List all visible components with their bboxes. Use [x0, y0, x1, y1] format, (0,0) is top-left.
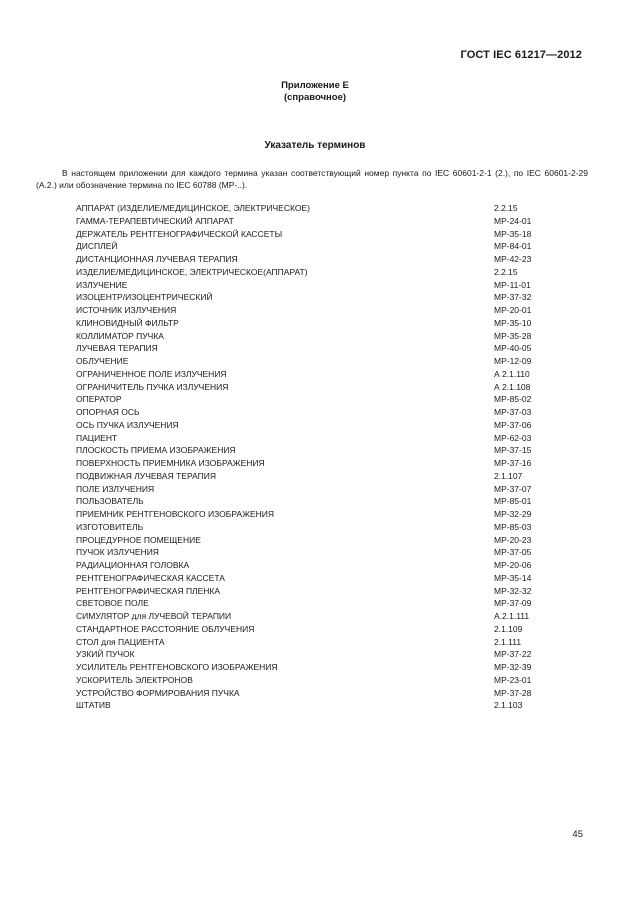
term-name: ДИСТАНЦИОННАЯ ЛУЧЕВАЯ ТЕРАПИЯ — [76, 254, 238, 264]
term-row — [76, 648, 556, 661]
term-reference: А.2.1.111 — [494, 611, 530, 621]
term-reference: МР-32-32 — [494, 585, 532, 596]
term-row — [76, 483, 556, 496]
term-name: ОГРАНИЧЕННОЕ ПОЛЕ ИЗЛУЧЕНИЯ — [76, 368, 227, 379]
term-reference: МР-32-39 — [494, 662, 532, 672]
term-row — [76, 279, 556, 292]
term-row — [76, 304, 556, 317]
term-name: ОБЛУЧЕНИЕ — [76, 356, 129, 366]
term-row — [76, 253, 556, 266]
appendix-title-block — [0, 80, 630, 104]
term-row — [76, 330, 556, 343]
term-name: ДЕРЖАТЕЛЬ РЕНТГЕНОГРАФИЧЕСКОЙ КАССЕТЫ — [76, 228, 283, 239]
term-reference: МР-85-02 — [494, 394, 532, 405]
term-name: ИЗГОТОВИТЕЛЬ — [76, 521, 144, 532]
term-row — [76, 470, 556, 483]
term-row — [76, 240, 556, 253]
term-row — [76, 381, 556, 394]
term-row — [76, 266, 556, 279]
term-reference: МР-35-28 — [494, 330, 532, 341]
term-row — [76, 521, 556, 534]
term-reference: МР-37-09 — [494, 598, 532, 609]
term-reference: 2.1.109 — [494, 623, 523, 634]
term-name: УСИЛИТЕЛЬ РЕНТГЕНОВСКОГО ИЗОБРАЖЕНИЯ — [76, 662, 278, 672]
term-row — [76, 699, 556, 712]
term-name: ПУЧОК ИЗЛУЧЕНИЯ — [76, 547, 159, 558]
term-reference: 2.2.15 — [494, 266, 518, 277]
term-name: ШТАТИВ — [76, 700, 111, 711]
term-row — [76, 457, 556, 470]
term-reference: МР-37-28 — [494, 687, 532, 698]
term-name: ОПОРНАЯ ОСЬ — [76, 407, 140, 417]
term-name: СИМУЛЯТОР для ЛУЧЕВОЙ ТЕРАПИИ — [76, 611, 232, 621]
term-row — [76, 228, 556, 241]
term-row — [76, 291, 556, 304]
term-reference: МР-35-14 — [494, 572, 532, 583]
term-name: ИЗДЕЛИЕ/МЕДИЦИНСКОЕ, ЭЛЕКТРИЧЕСКОЕ(АППАРАТ) — [76, 266, 308, 277]
term-name: ПОЛЕ ИЗЛУЧЕНИЯ — [76, 483, 155, 494]
term-row — [76, 406, 556, 419]
term-reference: МР-12-09 — [494, 356, 532, 366]
term-row — [76, 674, 556, 687]
term-row — [76, 534, 556, 547]
term-reference: МР-37-22 — [494, 649, 532, 660]
term-reference: МР-23-01 — [494, 674, 532, 685]
term-row — [76, 585, 556, 598]
term-name: ПАЦИЕНТ — [76, 432, 118, 443]
term-name: КОЛЛИМАТОР ПУЧКА — [76, 330, 164, 341]
term-name: ПРОЦЕДУРНОЕ ПОМЕЩЕНИЕ — [76, 534, 201, 545]
page-number: 45 — [572, 829, 583, 840]
appendix-subtitle: (справочное) — [283, 92, 347, 103]
term-row — [76, 317, 556, 330]
term-reference: МР-20-23 — [494, 534, 532, 545]
term-name: РЕНТГЕНОГРАФИЧЕСКАЯ КАССЕТА — [76, 572, 225, 583]
term-row — [76, 559, 556, 572]
term-name: ЛУЧЕВАЯ ТЕРАПИЯ — [76, 343, 158, 354]
term-reference: МР-37-06 — [494, 419, 532, 430]
term-row — [76, 636, 556, 649]
term-reference: МР-37-16 — [494, 458, 532, 468]
term-name: УСКОРИТЕЛЬ ЭЛЕКТРОНОВ — [76, 674, 193, 685]
term-name: АППАРАТ (ИЗДЕЛИЕ/МЕДИЦИНСКОЕ, ЭЛЕКТРИЧЕСКОЕ) — [76, 203, 310, 213]
term-reference: МР-35-18 — [494, 228, 532, 239]
term-name: ПОЛЬЗОВАТЕЛЬ — [76, 496, 144, 507]
term-row — [76, 546, 556, 559]
term-reference: МР-37-05 — [494, 547, 532, 558]
term-row — [76, 432, 556, 445]
term-reference: МР-37-15 — [494, 445, 532, 456]
term-name: ОПЕРАТОР — [76, 394, 122, 405]
term-name: КЛИНОВИДНЫЙ ФИЛЬТР — [76, 317, 179, 328]
term-reference: МР-37-03 — [494, 407, 532, 417]
term-reference: 2.1.103 — [494, 700, 523, 711]
term-row — [76, 368, 556, 381]
term-row — [76, 508, 556, 521]
term-name: ОСЬ ПУЧКА ИЗЛУЧЕНИЯ — [76, 419, 179, 430]
term-name: ИЗЛУЧЕНИЕ — [76, 279, 128, 290]
term-row — [76, 597, 556, 610]
term-reference: МР-37-32 — [494, 292, 532, 303]
term-name: ПРИЕМНИК РЕНТГЕНОВСКОГО ИЗОБРАЖЕНИЯ — [76, 509, 274, 519]
term-row — [76, 610, 556, 623]
term-row — [76, 572, 556, 585]
term-reference: МР-11-01 — [494, 279, 531, 290]
term-reference: МР-85-03 — [494, 521, 532, 532]
term-name: ИЗОЦЕНТР/ИЗОЦЕНТРИЧЕСКИЙ — [76, 292, 213, 303]
term-reference: МР-62-03 — [494, 432, 532, 443]
term-name: СТОЛ для ПАЦИЕНТА — [76, 636, 165, 647]
term-row — [76, 393, 556, 406]
term-name: ГАММА-ТЕРАПЕВТИЧЕСКИЙ АППАРАТ — [76, 215, 234, 226]
term-name: УЗКИЙ ПУЧОК — [76, 649, 135, 660]
term-reference: МР-40-05 — [494, 343, 532, 354]
term-reference: МР-35-10 — [494, 317, 532, 328]
term-row — [76, 202, 556, 215]
index-heading: Указатель терминов — [264, 140, 366, 151]
intro-paragraph: В настоящем приложении для каждого термина указан соответствующий номер пункта по IEC 60601-2-1 (2.), по IEC 60601-2-29 (А.2.) или обозначение термина по IEC 60788 (МР-..). — [36, 168, 588, 190]
terms-list — [76, 202, 556, 712]
term-row — [76, 444, 556, 457]
term-reference: МР-20-06 — [494, 560, 532, 570]
term-row — [76, 419, 556, 432]
term-name: СВЕТОВОЕ ПОЛЕ — [76, 598, 149, 609]
term-reference: А 2.1.110 — [494, 368, 530, 379]
term-name: ОГРАНИЧИТЕЛЬ ПУЧКА ИЗЛУЧЕНИЯ — [76, 381, 229, 392]
term-name: РЕНТГЕНОГРАФИЧЕСКАЯ ПЛЕНКА — [76, 585, 221, 596]
term-reference: МР-32-29 — [494, 509, 532, 519]
term-row — [76, 623, 556, 636]
term-name: СТАНДАРТНОЕ РАССТОЯНИЕ ОБЛУЧЕНИЯ — [76, 623, 255, 634]
term-reference: МР-85-01 — [494, 496, 532, 507]
term-reference: МР-84-01 — [494, 241, 532, 252]
term-name: ПОДВИЖНАЯ ЛУЧЕВАЯ ТЕРАПИЯ — [76, 470, 216, 481]
term-name: ПЛОСКОСТЬ ПРИЕМА ИЗОБРАЖЕНИЯ — [76, 445, 236, 456]
term-row — [76, 215, 556, 228]
term-row — [76, 661, 556, 674]
term-reference: 2.2.15 — [494, 203, 518, 213]
term-reference: А 2.1.108 — [494, 381, 531, 392]
term-reference: МР-24-01 — [494, 215, 532, 226]
term-name: ДИСПЛЕЙ — [76, 241, 118, 252]
term-reference: 2.1.111 — [494, 636, 522, 647]
term-row — [76, 495, 556, 508]
term-name: ПОВЕРХНОСТЬ ПРИЕМНИКА ИЗОБРАЖЕНИЯ — [76, 458, 265, 468]
term-name: РАДИАЦИОННАЯ ГОЛОВКА — [76, 560, 190, 570]
term-row — [76, 342, 556, 355]
term-reference: МР-37-07 — [494, 483, 532, 494]
term-reference: МР-20-01 — [494, 305, 532, 315]
term-name: ИСТОЧНИК ИЗЛУЧЕНИЯ — [76, 305, 177, 315]
appendix-title: Приложение Е — [281, 80, 349, 91]
term-name: УСТРОЙСТВО ФОРМИРОВАНИЯ ПУЧКА — [76, 687, 240, 698]
term-row — [76, 687, 556, 700]
standard-header: ГОСТ IEC 61217—2012 — [460, 49, 582, 61]
term-reference: МР-42-23 — [494, 254, 532, 264]
term-reference: 2.1.107 — [494, 470, 523, 481]
term-row — [76, 355, 556, 368]
